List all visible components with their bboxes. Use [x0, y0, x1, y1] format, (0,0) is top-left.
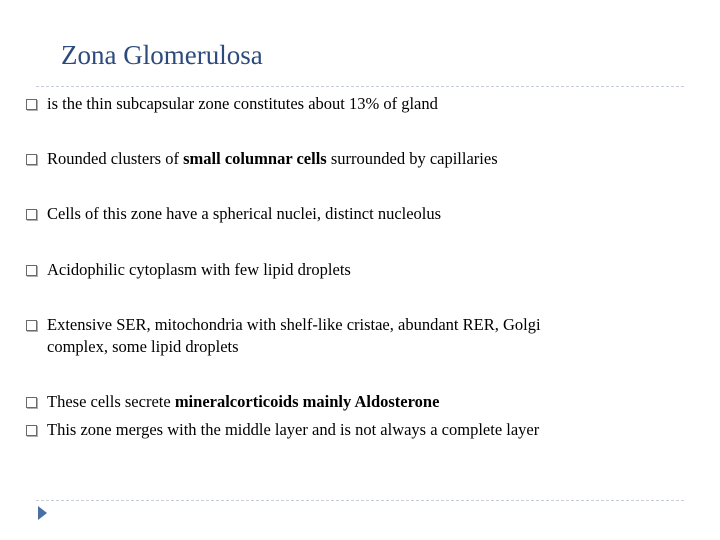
bullet-text: This zone merges with the middle layer and is not always a complete layer — [47, 420, 540, 439]
checkbox-bullet-icon — [26, 425, 37, 436]
checkbox-bullet-icon — [26, 397, 37, 408]
bullet-text: is the thin subcapsular zone constitutes about 13% of gland — [47, 94, 438, 113]
bullet-text: Cells of this zone have a spherical nuclei, distinct nucleolus — [47, 204, 442, 223]
checkbox-bullet-icon — [26, 265, 37, 276]
arrow-right-icon — [38, 506, 47, 520]
bullet-text: Acidophilic cytoplasm with few lipid droplets — [47, 260, 351, 279]
title-divider — [36, 86, 684, 87]
checkbox-bullet-icon — [26, 154, 37, 165]
footer-divider — [36, 500, 684, 501]
slide-title: Zona Glomerulosa — [61, 40, 263, 70]
checkbox-bullet-icon — [26, 209, 37, 220]
bullet-text: These cells secrete mineralcorticoids mainly Aldosterone — [47, 392, 440, 411]
checkbox-bullet-icon — [26, 320, 37, 331]
bullet-text: Rounded clusters of small columnar cells surrounded by capillaries — [47, 149, 498, 168]
checkbox-bullet-icon — [26, 99, 37, 110]
bullet-text: Extensive SER, mitochondria with shelf-like cristae, abundant RER, Golgi complex, some lipid droplets — [47, 315, 541, 356]
